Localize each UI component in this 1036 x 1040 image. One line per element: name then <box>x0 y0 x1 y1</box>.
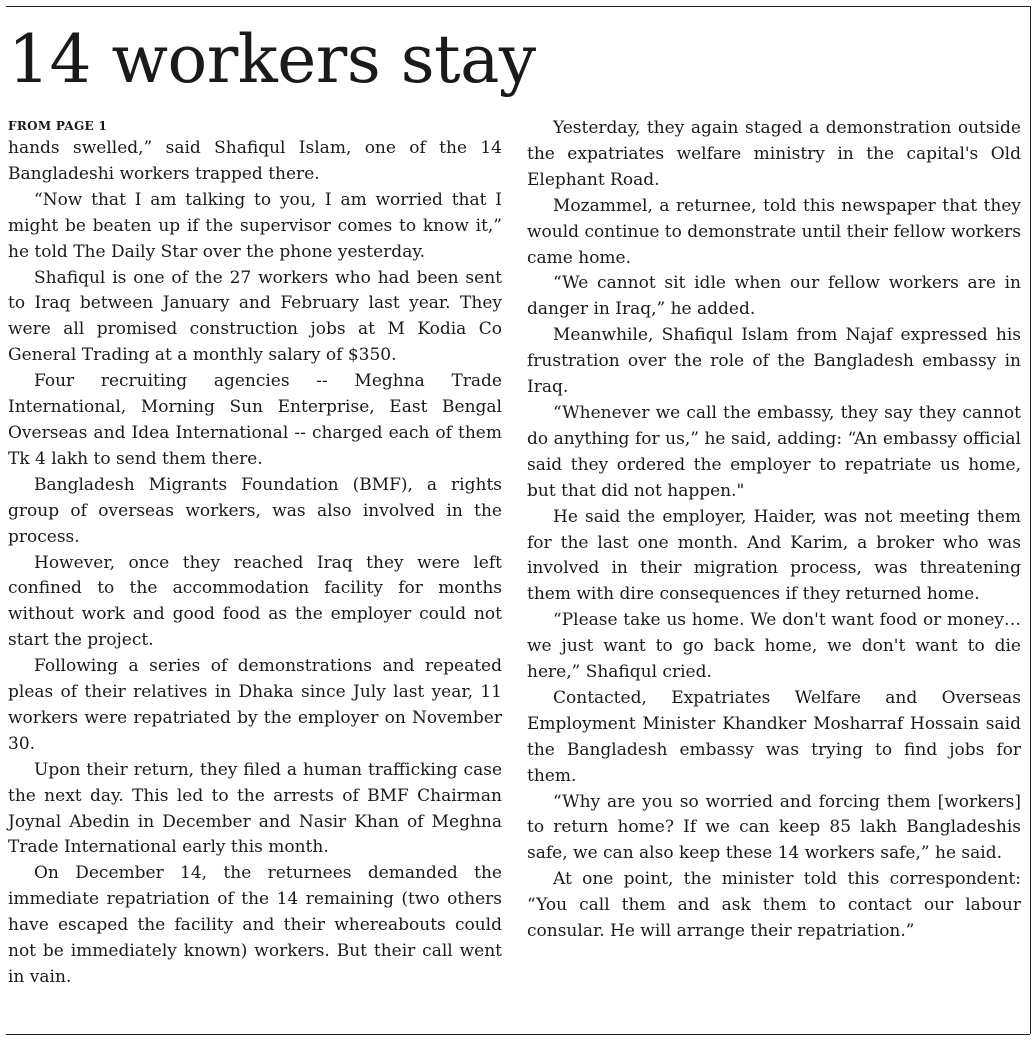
article-paragraph: “We cannot sit idle when our fellow workers are in danger in Iraq,” he added. <box>527 273 1021 320</box>
article-paragraph: Bangladesh Migrants Foundation (BMF), a rights group of overseas workers, was also involved in the process. <box>8 474 502 547</box>
article-paragraph: “Why are you so worried and forcing them [workers] to return home? If we can keep 85 lakh Bangladeshis safe, we can also keep these 14 workers safe,” he said. <box>527 791 1021 864</box>
article-paragraph: He said the employer, Haider, was not meeting them for the last one month. And Karim, a broker who was involved in their migration process, was threatening them with dire consequences if they returned home. <box>527 506 1021 605</box>
article-paragraph: Shafiqul is one of the 27 workers who had been sent to Iraq between January and February last year. They were all promised construction jobs at M Kodia Co General Trading at a monthly salary of $350. <box>8 267 502 366</box>
article-paragraph: “Whenever we call the embassy, they say they cannot do anything for us,” he said, adding: “An embassy official said they ordered the employer to repatriate us home, but that did not happen." <box>527 402 1021 501</box>
article-paragraph: Mozammel, a returnee, told this newspaper that they would continue to demonstrate until their fellow workers came home. <box>527 195 1021 268</box>
right-border <box>1030 6 1031 1034</box>
article-paragraph: At one point, the minister told this correspondent: “You call them and ask them to contact our labour consular. He will arrange their repatriation.” <box>527 869 1021 942</box>
article-paragraph: However, once they reached Iraq they were left confined to the accommodation facility for months without work and good food as the employer could not start the project. <box>8 552 502 651</box>
article-paragraph: Following a series of demonstrations and repeated pleas of their relatives in Dhaka since July last year, 11 workers were repatriated by the employer on November 30. <box>8 656 502 754</box>
article-column-right <box>527 116 1021 945</box>
top-rule <box>6 6 1030 7</box>
article-paragraph: “Please take us home. We don't want food or money… we just want to go back home, we don't want to die here,” Shafiqul cried. <box>527 610 1021 683</box>
article-paragraph: Upon their return, they filed a human trafficking case the next day. This led to the arrests of BMF Chairman Joynal Abedin in December and Nasir Khan of Meghna Trade International early this month. <box>8 759 502 858</box>
article-paragraph: On December 14, the returnees demanded the immediate repatriation of the 14 remaining (two others have escaped the facility and their whereabouts could not be immediately known) workers. But their call went in vain. <box>8 863 502 987</box>
bottom-rule <box>6 1034 1030 1035</box>
article-paragraph: Four recruiting agencies -- Meghna Trade International, Morning Sun Enterprise, East Bengal Overseas and Idea International -- charged each of them Tk 4 lakh to send them there. <box>8 371 502 469</box>
jump-line: FROM PAGE 1 <box>8 119 108 133</box>
article-column-left <box>8 116 502 991</box>
article-paragraph: Contacted, Expatriates Welfare and Overseas Employment Minister Khandker Mosharraf Hossain said the Bangladesh embassy was trying to find jobs for them. <box>527 687 1021 786</box>
article-paragraph: hands swelled,” said Shafiqul Islam, one of the 14 Bangladeshi workers trapped there. <box>8 138 502 184</box>
article-paragraph: Meanwhile, Shafiqul Islam from Najaf expressed his frustration over the role of the Bangladesh embassy in Iraq. <box>527 325 1021 398</box>
article-paragraph: Yesterday, they again staged a demonstration outside the expatriates welfare ministry in the capital's Old Elephant Road. <box>527 118 1021 190</box>
article-headline: 14 workers stay <box>8 21 536 98</box>
article-paragraph: “Now that I am talking to you, I am worried that I might be beaten up if the supervisor comes to know it,” he told The Daily Star over the phone yesterday. <box>8 189 502 262</box>
